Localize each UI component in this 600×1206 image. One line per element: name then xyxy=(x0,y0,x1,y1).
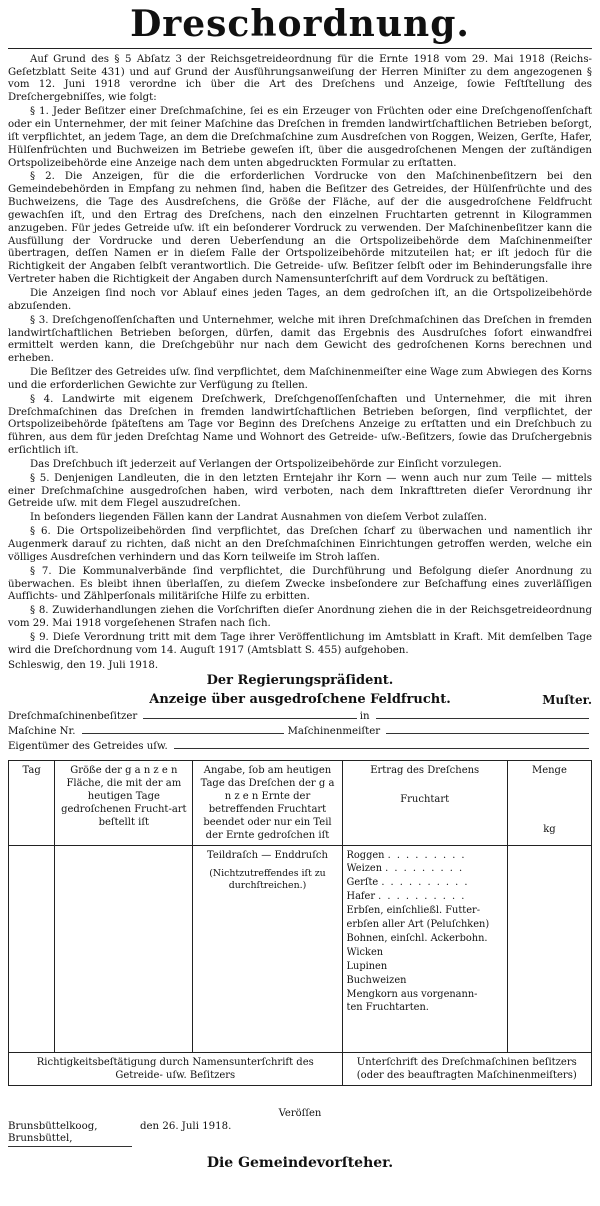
paragraph-3b: Die Beſitzer des Getreides uſw. ſind verpflichtet, dem Maſchinenmeiſter eine Wage zum Abwiegen des Korns und die erforderlichen Gewichte zur Verfügung zu ſtellen. xyxy=(8,367,592,391)
dots: . . . . . . . . . xyxy=(387,849,467,861)
issue-place-date: Schleswig, den 19. Juli 1918. xyxy=(8,659,159,671)
crop-item-buchweizen: Buchweizen xyxy=(346,974,407,986)
cell-crop-list xyxy=(342,845,507,1052)
ordinance-body xyxy=(8,54,592,658)
intro-paragraph: Auf Grund des § 5 Abſatz 3 der Reichsgetreideordnung für die Ernte 1918 vom 29. Mai 1918 (Reichs-Geſetzblatt Seite 431) und auf Grund der Ausführungsanweiſung der Herren Miniſter zu dem angezogenen § vom 12. Juni 1918 verordne ich über die Art des Dreſchens und Anzeige, ſowie Feſtſtellung des Dreſchergebniſſes, wie folgt: xyxy=(8,53,592,104)
cell-area[interactable] xyxy=(55,845,193,1052)
machine-row[interactable] xyxy=(8,724,592,739)
machine-number-input[interactable] xyxy=(82,724,285,734)
paragraph-5: § 5. Denjenigen Landleuten, die in den letzten Erntejahr ihr Korn — wenn auch nur zum Teile — mittels einer Dreſchmaſchine ausgedroſchen haben, wird verboten, nach dem Inkrafttreten dieſer Verordnung ihr Getreide uſw. mit dem Flegel auszudreſchen. xyxy=(8,472,592,510)
crop-item-mengkorn: Mengkorn aus vorgenann- xyxy=(346,988,478,1000)
veroessen-label: Veröſſen xyxy=(278,1107,322,1119)
paragraph-8: § 8. Zuwiderhandlungen ziehen die Vorſchriften dieſer Anordnung ziehen die in der Reichsgetreideordnung vom 29. Mai 1918 vorgeſehenen Strafen nach ſich. xyxy=(8,605,592,630)
dots: . . . . . . . . . . xyxy=(381,877,469,889)
paragraph-4: § 4. Landwirte mit eigenem Dreſchwerk, Dreſchgenoſſenſchaften und Unternehmer, die mit ihren Dreſchmaſchinen das Dreſchen in fremden landwirtſchaftlichen Betrieben beſorgen, ſind verpflichtet, der Ortspolizeibehörde ſpäteſtens am Tage vor Beginn des Dreſchens Anzeige zu erſtatten und ein Dreſchbuch zu führen, aus dem für jeden Dreſchtag Name und Wohnort des Getreide- uſw.-Beſitzers, ſowie das Druſchergebnis erſichtlich iſt. xyxy=(8,393,592,457)
crop-item-erbsen-cont: erbſen aller Art (Peluſchken) xyxy=(346,919,490,931)
paragraph-9: § 9. Dieſe Verordnung tritt mit dem Tage ihrer Veröffentlichung im Amtsblatt in Kraft. Mit demſelben Tage wird die Dreſchordnung vom 14. Auguſt 1917 (Amtsblatt S. 455) aufgehoben. xyxy=(8,631,592,656)
crop-item-roggen: Roggen . . . . . . . . . xyxy=(346,849,467,861)
paragraph-2b: Die Anzeigen ſind noch vor Ablauf eines jeden Tages, an dem gedroſchen iſt, an die Ortspolizeibehörde abzuſenden. xyxy=(8,287,592,312)
crop-item-gerste: Gerſte . . . . . . . . . . xyxy=(346,877,469,889)
form-heading: Anzeige über ausgedroſchene Feldfrucht. xyxy=(149,691,451,707)
threshing-report-table xyxy=(8,760,592,1086)
paragraph-3: § 3. Dreſchgenoſſenſchaften und Unternehmer, welche mit ihren Dreſchmaſchinen das Dreſchen in fremden landwirtſchaftlichen Betrieben beſorgen, dürfen, damit das Ergebnis des Ausdruſches ſofort einwandfrei ermittelt werden kann, die Dreſchgebühr nur nach dem Gewicht des gedroſchenen Korns berechnen und erheben. xyxy=(8,314,592,365)
crop-item-weizen: Weizen . . . . . . . . . xyxy=(346,863,464,875)
machinist-input[interactable] xyxy=(386,724,589,734)
dots: . . . . . . . . . xyxy=(385,863,464,875)
owner-row[interactable] xyxy=(8,709,592,724)
crop-item-erbsen: Erbſen, einſchließl. Futter- xyxy=(346,905,481,917)
bottom-date: den 26. Juli 1918. xyxy=(140,1120,232,1132)
crop-item-wicken: Wicken xyxy=(346,946,384,958)
title-divider xyxy=(8,48,592,49)
crop-item-hafer: Hafer . . . . . . . . . . xyxy=(346,891,466,903)
table-body-row xyxy=(9,845,592,1052)
yield-croptype-label: Fruchtart xyxy=(400,793,450,805)
machine-number-label: Maſchine Nr. xyxy=(8,725,76,737)
owner-place-input[interactable] xyxy=(376,709,589,719)
column-header-quantity xyxy=(507,760,591,845)
crop-list xyxy=(347,849,503,1016)
column-header-statement: Angabe, ſob am heutigen Tage das Dreſchen der g a n z e n Ernte der betreffenden Fruchtart beendet oder nur ein Teil der Ernte gedroſchen iſt xyxy=(193,760,342,845)
machinist-label: Maſchinenmeiſter xyxy=(287,725,381,737)
bottom-place-line2: Brunsbüttel, xyxy=(8,1133,73,1145)
paragraph-6: § 6. Die Ortspolizeibehörden ſind verpflichtet, das Dreſchen ſcharf zu überwachen und namentlich ihr Augenmerk darauf zu richten, daß nicht an den Dreſchmaſchinen Einrichtungen getroffen werden, welche ein völliges Ausdreſchen verhindern und das Korn teilweiſe im Stroh laſſen. xyxy=(8,526,592,563)
footer-machine-owner-signature[interactable]: Unterſchrift des Dreſchmaſchinen beſitzers (oder des beauftragten Maſchinenmeiſters) xyxy=(342,1052,591,1085)
column-header-yield xyxy=(342,760,507,845)
owner-in-label: in xyxy=(359,710,370,722)
dots: . . . . . . . . . . xyxy=(378,891,466,903)
form-heading-row xyxy=(8,692,592,707)
paragraph-4b: Das Dreſchbuch iſt jederzeit auf Verlangen der Ortspolizeibehörde zur Einſicht vorzulegen. xyxy=(30,458,502,470)
form-field-lines xyxy=(8,709,592,755)
strike-note: (Nichtzutreffendes iſt zu durchſtreichen.) xyxy=(209,867,326,891)
quantity-unit: kg xyxy=(543,823,556,835)
footer-owner-signature[interactable]: Richtigkeitsbeſtätigung durch Namensunterſchrift des Getreide- uſw. Beſitzers xyxy=(9,1052,343,1085)
cell-statement[interactable] xyxy=(193,845,342,1052)
grain-owner-input[interactable] xyxy=(174,739,589,749)
crop-item-bohnen: Bohnen, einſchl. Ackerbohn. xyxy=(346,932,488,944)
bottom-block xyxy=(8,1108,592,1172)
bottom-place xyxy=(8,1121,132,1148)
grain-owner-label: Eigentümer des Getreides uſw. xyxy=(8,741,168,753)
teildrasch-option[interactable]: Teildraſch — Enddruſch xyxy=(207,849,328,861)
column-header-tag: Tag xyxy=(9,760,55,845)
bottom-place-line1: Brunsbüttelkoog, xyxy=(8,1120,98,1132)
owner-label: Dreſchmaſchinenbeſitzer xyxy=(8,710,138,722)
paragraph-1: § 1. Jeder Beſitzer einer Dreſchmaſchine, ſei es ein Erzeuger von Früchten oder eine Dreſchgenoſſenſchaft oder ein Unternehmer, der mit ſeiner Maſchine das Dreſchen in fremden landwirtſchaftlichen Betrieben beſorgt, iſt verpflichtet, an jedem Tage, an dem die Dreſchmaſchine zum Ausdreſchen von Roggen, Weizen, Gerſte, Hafer, Hülſenfrüchten und Buchweizen im Betriebe geweſen iſt, über die ausgedroſchenen Mengen der zuſtändigen Ortspolizeibehörde eine Anzeige nach dem unten abgedruckten Formular zu erſtatten. xyxy=(8,106,592,169)
table-header-row xyxy=(9,760,592,845)
page-title: Dreschordnung. xyxy=(130,3,470,45)
paragraph-2: § 2. Die Anzeigen, für die die erforderlichen Vordrucke von den Maſchinenbeſitzern bei den Gemeindebehörden in Empfang zu nehmen ſind, haben die Beſitzer des Getreides, der Hülſenfrüchte und des Buchweizens, die Tage des Ausdreſchens, die Größe der Fläche, auf der die ausgedroſchene Feldfrucht gewachſen iſt, und den Ertrag des Dreſchens, nach den einzelnen Fruchtarten getrennt in Kilogrammen anzugeben. Für jedes Getreide uſw. iſt ein beſonderer Vordruck zu verwenden. Der Maſchinenbeſitzer kann die Ausfüllung der Vordrucke und deren Ueberſendung an die Ortspolizeibehörde dem Maſchinenmeiſter übertragen, deſſen Namen er in dieſem Falle der Ortspolizeibehörde mitzuteilen hat; er iſt jedoch für die Richtigkeit der Angaben ſelbſt verantwortlich. Die Getreide- uſw. Beſitzer ſelbſt oder im Behinderungsfalle ihre Vertreter haben die Richtigkeit der Angaben durch Namensunterſchrift auf dem Vordruck zu beſtätigen. xyxy=(8,171,592,286)
crop-item-lupinen: Lupinen xyxy=(346,960,388,972)
paragraph-5b: In beſonders liegenden Fällen kann der Landrat Ausnahmen von dieſem Verbot zulaſſen. xyxy=(30,512,487,524)
bottom-signature: Die Gemeindevorſteher. xyxy=(206,1155,394,1171)
quantity-title: Menge xyxy=(531,764,567,776)
cell-tag[interactable] xyxy=(9,845,55,1052)
yield-title: Ertrag des Dreſchens xyxy=(370,764,480,776)
muster-label: Muſter. xyxy=(542,692,592,707)
cell-quantity[interactable] xyxy=(507,845,591,1052)
paragraph-7: § 7. Die Kommunalverbände ſind verpflichtet, die Durchführung und Befolgung dieſer Anordnung zu überwachen. Es bleibt ihnen überlaſſen, zu dieſem Zwecke insbeſondere zur Beſchaffung eines zuverläſſigen Aufſichts- und Zählperſonals militäriſche Hilfe zu erbitten. xyxy=(8,565,592,603)
column-header-area: Größe der g a n z e n Fläche, die mit der am heutigen Tage gedroſchenen Frucht-art beſtellt iſt xyxy=(55,760,193,845)
grain-owner-row[interactable] xyxy=(8,739,592,754)
bottom-place-date-row xyxy=(8,1121,592,1148)
issuer-signature: Der Regierungspräſident. xyxy=(206,672,394,688)
table-footer-row xyxy=(9,1052,592,1085)
owner-input[interactable] xyxy=(143,709,356,719)
crop-item-mengkorn-cont: ten Fruchtarten. xyxy=(346,1002,429,1014)
